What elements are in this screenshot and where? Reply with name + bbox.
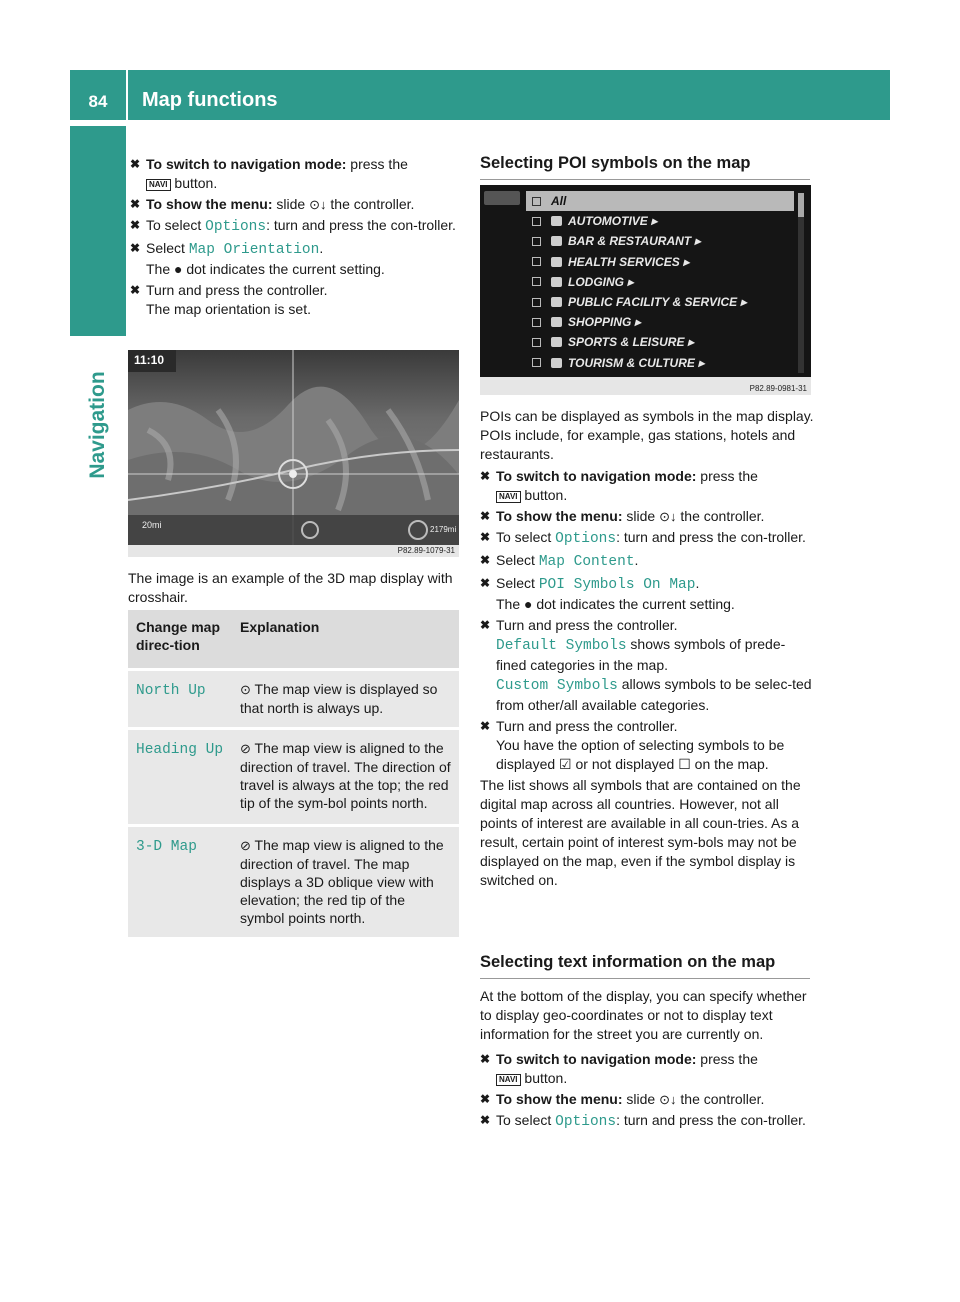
- category-icon: [551, 257, 562, 267]
- page-number: 84: [88, 92, 108, 111]
- header-bar: [70, 70, 890, 120]
- arrow-icon: ✖: [480, 530, 491, 544]
- section-title-text-info: Selecting text information on the map: [480, 953, 810, 979]
- table-row: 3-D Map ⊘ The map view is aligned to the direction of travel. The map displays a 3D oblique view with elevation; the red tip of the symbol points north.: [128, 826, 459, 938]
- controller-icon: ⊙↓: [659, 509, 677, 524]
- poi-item-label: TOURISM & CULTURE ▸: [568, 355, 705, 370]
- step: ✖ To show the menu: slide ⊙↓ the controller.: [480, 508, 765, 524]
- checked-icon: ☑: [559, 756, 572, 772]
- option-north-up: North Up: [136, 683, 206, 699]
- poi-list-item[interactable]: [532, 332, 794, 352]
- arrow-icon: ✖: [480, 1052, 491, 1066]
- option-heading-up: Heading Up: [136, 742, 224, 758]
- category-icon: [551, 236, 562, 246]
- arrow-icon: ✖: [480, 553, 491, 567]
- arrow-icon: ✖: [130, 157, 141, 171]
- category-icon: [551, 277, 562, 287]
- checkbox-icon: [532, 217, 541, 226]
- step: ✖ To select Options: turn and press the con-troller.: [130, 217, 456, 235]
- image-caption: P82.89-0981-31: [749, 384, 807, 393]
- step: ✖ To switch to navigation mode: press the NAVI button.: [480, 1051, 758, 1086]
- arrow-icon: ✖: [480, 1113, 491, 1127]
- step: ✖ Select POI Symbols On Map. The ● dot indicates the current setting.: [480, 575, 735, 612]
- arrow-icon: ✖: [480, 509, 491, 523]
- north-up-icon: ⊙: [240, 682, 251, 697]
- 3d-map-icon: ⊘: [240, 838, 251, 853]
- table-header: Explanation: [232, 610, 459, 670]
- poi-list-item[interactable]: [532, 252, 794, 272]
- poi-list-item[interactable]: [532, 312, 794, 332]
- table-row: Heading Up ⊘ The map view is aligned to the direction of travel. The direction of travel is always at the top; the red tip of the sym-bol points north.: [128, 729, 459, 826]
- option-3d-map: 3-D Map: [136, 839, 197, 855]
- poi-list-item[interactable]: [532, 211, 794, 231]
- map-orientation-table: [128, 610, 459, 937]
- step: ✖ Turn and press the controller. The map orientation is set.: [130, 282, 328, 317]
- poi-list-image: [480, 185, 811, 395]
- image-note: The image is an example of the 3D map display with crosshair.: [128, 570, 453, 605]
- category-icon: [551, 358, 562, 368]
- step: ✖ To show the menu: slide ⊙↓ the controller.: [130, 196, 415, 212]
- poi-list-item[interactable]: [532, 272, 794, 292]
- checkbox-icon: [532, 277, 541, 286]
- sidebar-label: Navigation: [86, 371, 109, 479]
- sidebar-tab: [70, 126, 126, 336]
- checkbox-icon: [532, 358, 541, 367]
- poi-item-label: All: [551, 194, 567, 209]
- page-title: Map functions: [142, 89, 278, 111]
- poi-list-item[interactable]: [532, 292, 794, 312]
- poi-item-label: SHOPPING ▸: [568, 315, 641, 330]
- step: ✖ To switch to navigation mode: press the NAVI button.: [480, 468, 758, 503]
- back-icon: [484, 191, 520, 205]
- poi-intro: POIs can be displayed as symbols in the map display. POIs include, for example, gas stations, hotels and restaurants.: [480, 408, 814, 462]
- checkbox-icon: [532, 237, 541, 246]
- poi-list-item[interactable]: [532, 191, 794, 211]
- text-info-section: [480, 987, 815, 1134]
- step: ✖ To switch to navigation mode: press the NAVI button.: [130, 156, 408, 191]
- checkbox-icon: [532, 318, 541, 327]
- map-3d-graphic: [128, 350, 459, 545]
- poi-list-item[interactable]: [532, 231, 794, 251]
- left-steps: [130, 155, 460, 321]
- arrow-icon: ✖: [130, 218, 141, 232]
- controller-icon: ⊙↓: [659, 1092, 677, 1107]
- table-header-row: [128, 610, 459, 670]
- category-icon: [551, 317, 562, 327]
- poi-list-item[interactable]: [532, 353, 794, 373]
- section-title-poi: Selecting POI symbols on the map: [480, 154, 810, 180]
- map-scale: 20mi: [142, 520, 162, 530]
- table-header: Change map direc-tion: [128, 610, 232, 670]
- arrow-icon: ✖: [480, 719, 491, 733]
- poi-item-label: HEALTH SERVICES ▸: [568, 254, 690, 269]
- step: ✖ To select Options: turn and press the con-troller.: [480, 1112, 806, 1130]
- poi-item-label: PUBLIC FACILITY & SERVICE ▸: [568, 295, 747, 310]
- step: ✖ Select Map Content.: [480, 552, 639, 570]
- checkbox-icon: [532, 298, 541, 307]
- step: ✖ Turn and press the controller. You have the option of selecting symbols to be displayed ☑ or not displayed ☐ on the map.: [480, 718, 785, 772]
- controller-icon: ⊙↓: [309, 197, 327, 212]
- arrow-icon: ✖: [480, 469, 491, 483]
- step: ✖ To select Options: turn and press the con-troller.: [480, 529, 806, 547]
- arrow-icon: ✖: [130, 283, 141, 297]
- step: ✖ To show the menu: slide ⊙↓ the controller.: [480, 1091, 765, 1107]
- step: ✖ Select Map Orientation. The ● dot indicates the current setting.: [130, 240, 385, 277]
- list-note: The list shows all symbols that are contained on the digital map across all countries. However, not all points of interest are available in all coun-tries. As a result, certain point of interest sym-bols may not be displayed on the map, even if the symbol display is switched on.: [480, 777, 801, 888]
- unchecked-icon: ☐: [678, 756, 691, 772]
- arrow-icon: ✖: [130, 197, 141, 211]
- navi-button-icon: NAVI: [496, 491, 521, 503]
- poi-item-label: BAR & RESTAURANT ▸: [568, 234, 701, 249]
- text-intro: At the bottom of the display, you can specify whether to display geo-coordinates or not to display text information for the street you are currently on.: [480, 988, 807, 1042]
- category-icon: [551, 216, 562, 226]
- option-default-symbols: Default Symbols: [496, 638, 627, 654]
- right-steps-1: [480, 467, 815, 890]
- poi-item-label: AUTOMOTIVE ▸: [568, 214, 658, 229]
- map-distance: 2179mi: [430, 525, 457, 534]
- arrow-icon: ✖: [480, 576, 491, 590]
- arrow-icon: ✖: [130, 241, 141, 255]
- category-icon: [551, 297, 562, 307]
- poi-list: [532, 191, 794, 373]
- map-time: 11:10: [134, 353, 165, 367]
- navi-button-icon: NAVI: [146, 179, 171, 191]
- image-caption: P82.89-1079-31: [397, 546, 455, 555]
- checkbox-icon: [532, 257, 541, 266]
- arrow-icon: ✖: [480, 1092, 491, 1106]
- checkbox-icon: [532, 338, 541, 347]
- step: ✖ Turn and press the controller. Default Symbols shows symbols of prede-fined categories in the map. Custom Symbols allows symbols to be selec-ted from other/all available categories.: [480, 617, 812, 713]
- poi-item-label: SPORTS & LEISURE ▸: [568, 335, 694, 350]
- map-3d-image: [128, 350, 459, 557]
- poi-item-label: LODGING ▸: [568, 274, 634, 289]
- checkbox-icon: [532, 197, 541, 206]
- option-custom-symbols: Custom Symbols: [496, 678, 618, 694]
- header-divider: [126, 70, 128, 120]
- scrollbar: [798, 193, 804, 373]
- arrow-icon: ✖: [480, 618, 491, 632]
- category-icon: [551, 337, 562, 347]
- navi-button-icon: NAVI: [496, 1074, 521, 1086]
- table-row: North Up ⊙ The map view is displayed so that north is always up.: [128, 670, 459, 729]
- heading-up-icon: ⊘: [240, 741, 251, 756]
